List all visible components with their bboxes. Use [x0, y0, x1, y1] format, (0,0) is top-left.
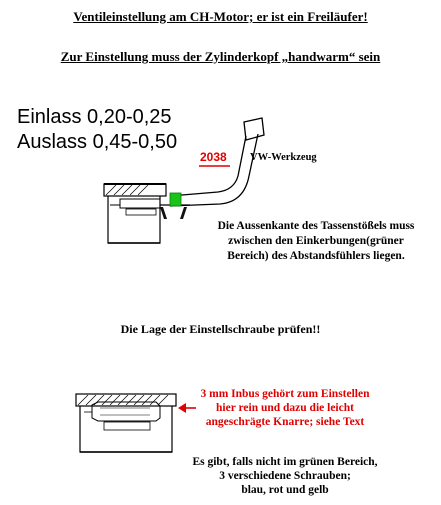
note-edge-line2: zwischen den Einkerbungen(grüner [228, 235, 404, 247]
spec-auslass: Auslass 0,45-0,50 [17, 131, 178, 153]
note-screws-line2: 3 verschiedene Schrauben; [219, 470, 351, 482]
note-screws-line1: Es gibt, falls nicht im grünen Bereich, [192, 456, 378, 468]
tool-number: 2038 [200, 150, 227, 164]
note-screws-line3: blau, rot und gelb [241, 484, 329, 496]
note-inbus-line3: angeschrägte Knarre; siehe Text [205, 416, 365, 428]
note-edge-line3: Bereich) des Abstandsfühlers liegen. [227, 250, 405, 262]
note-edge-line1: Die Aussenkante des Tassenstößels muss [217, 220, 415, 232]
note-inbus-line2: hier rein und dazu die leicht [216, 402, 354, 414]
tool-label: VW-Werkzeug [250, 152, 317, 163]
note-inbus-line1: 3 mm Inbus gehört zum Einstellen [200, 388, 370, 400]
spec-einlass: Einlass 0,20-0,25 [17, 106, 172, 128]
title-line-2: Zur Einstellung muss der Zylinderkopf „handwarm“ sein [60, 49, 381, 64]
check-screw-text: Die Lage der Einstellschraube prüfen!! [120, 322, 321, 336]
title-line-1: Ventileinstellung am CH-Motor; er ist ein Freiläufer! [73, 9, 368, 24]
